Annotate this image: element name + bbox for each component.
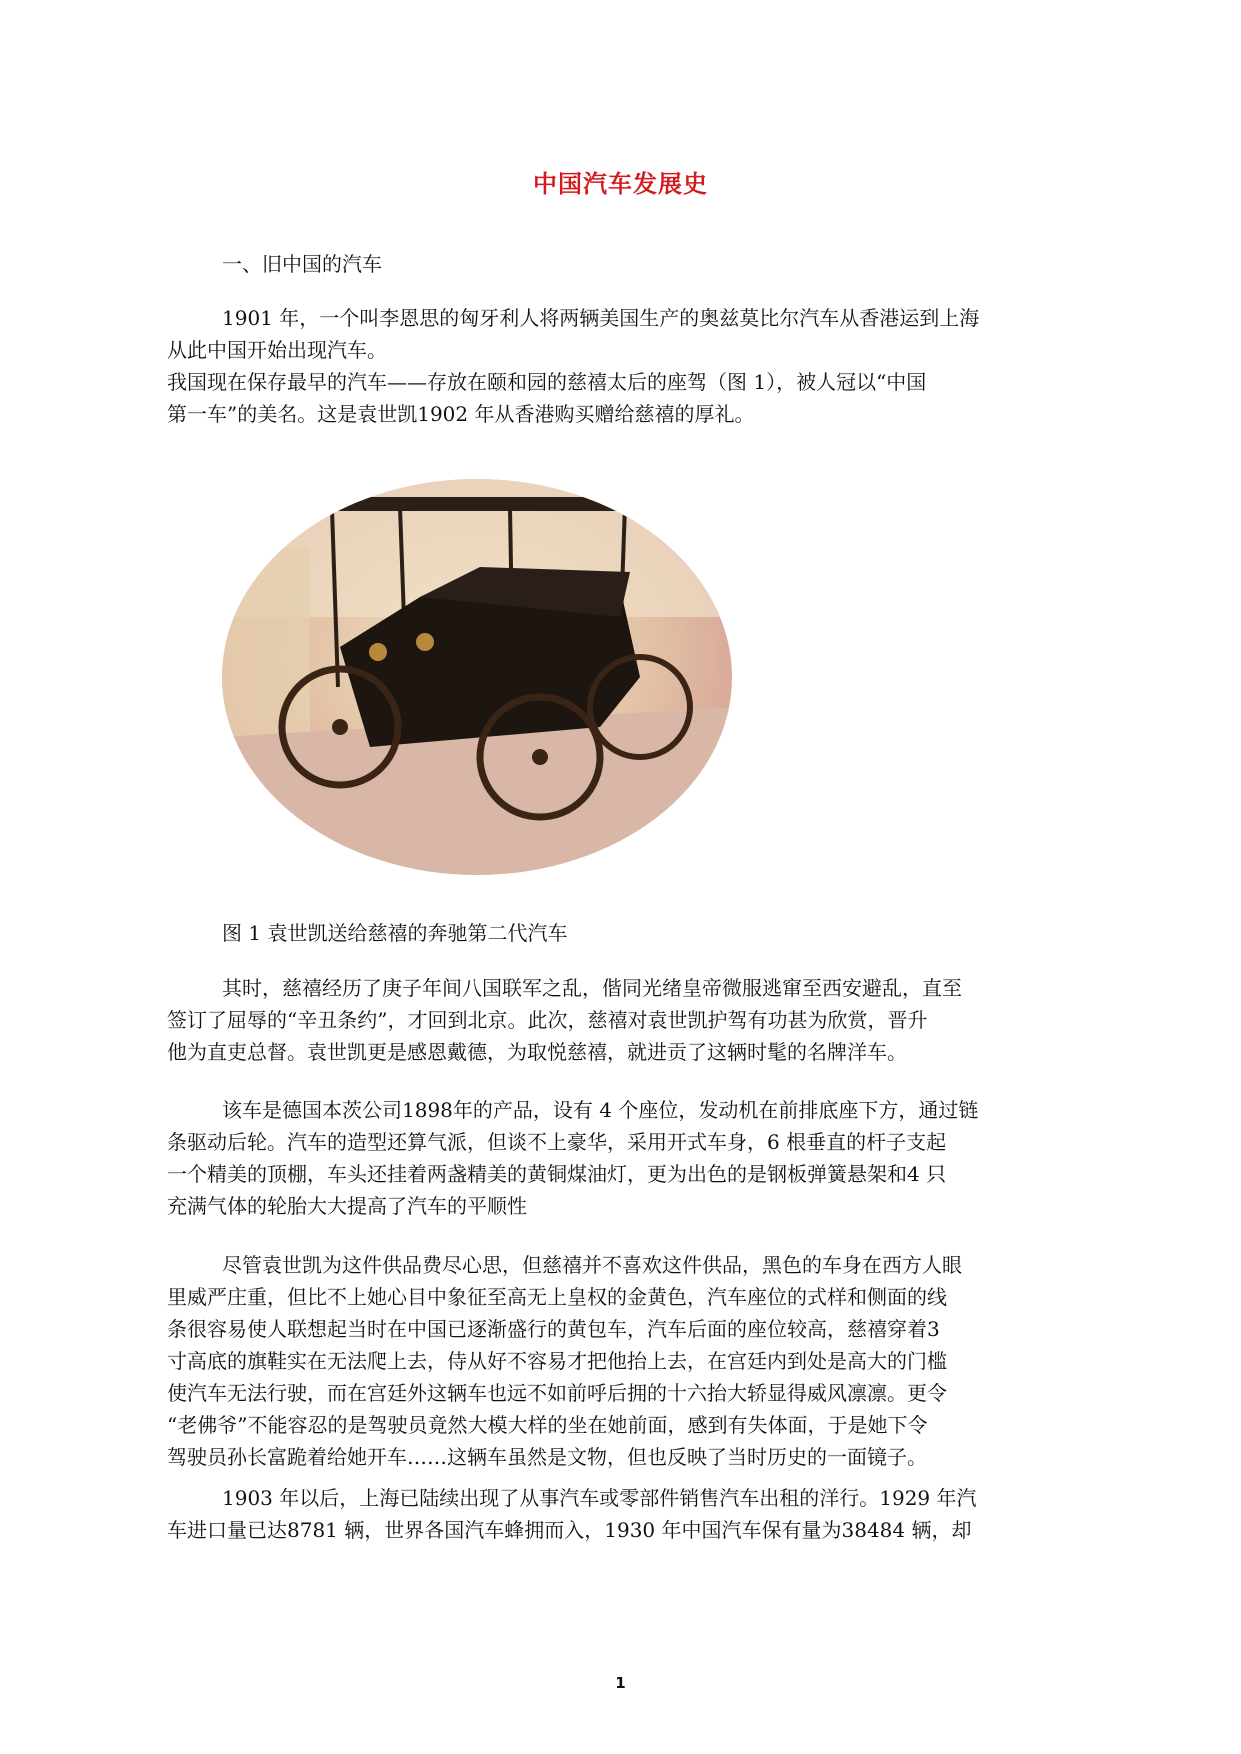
paragraph-line: 该车是德国本茨公司1898年的产品，设有 4 个座位，发动机在前排底座下方，通过链 xyxy=(222,1098,979,1122)
paragraph-line: 寸高底的旗鞋实在无法爬上去，侍从好不容易才把他抬上去，在宫廷内到处是高大的门槛 xyxy=(167,1349,947,1373)
paragraph-line: 第一车”的美名。这是袁世凯1902 年从香港购买赠给慈禧的厚礼。 xyxy=(167,402,755,426)
car-photo xyxy=(220,477,735,877)
paragraph-line: 使汽车无法行驶，而在宫廷外这辆车也远不如前呼后拥的十六抬大轿显得威风凛凛。更令 xyxy=(167,1381,947,1405)
paragraph-line: 1901 年，一个叫李恩思的匈牙利人将两辆美国生产的奥兹莫比尔汽车从香港运到上海 xyxy=(222,306,980,330)
document-title: 中国汽车发展史 xyxy=(533,169,708,198)
paragraph-line: 签订了屈辱的“辛丑条约”，才回到北京。此次，慈禧对袁世凯护驾有功甚为欣赏，晋升 xyxy=(167,1008,928,1032)
paragraph-line: 1903 年以后，上海已陆续出现了从事汽车或零部件销售汽车出租的洋行。1929 年汽 xyxy=(222,1486,977,1510)
page-number: 1 xyxy=(615,1674,626,1692)
paragraph-line: 驾驶员孙长富跪着给她开车……这辆车虽然是文物，但也反映了当时历史的一面镜子。 xyxy=(167,1445,927,1469)
paragraph-line: “老佛爷”不能容忍的是驾驶员竟然大模大样的坐在她前面，感到有失体面，于是她下令 xyxy=(167,1413,928,1437)
paragraph-5 xyxy=(167,1249,1137,1473)
paragraph-line: 里威严庄重，但比不上她心目中象征至高无上皇权的金黄色，汽车座位的式样和侧面的线 xyxy=(167,1285,947,1309)
paragraph-line: 条驱动后轮。汽车的造型还算气派，但谈不上豪华，采用开式车身，6 根垂直的杆子支起 xyxy=(167,1130,947,1154)
paragraph-line: 他为直吏总督。袁世凯更是感恩戴德，为取悦慈禧，就进贡了这辆时髦的名牌洋车。 xyxy=(167,1040,907,1064)
paragraph-line: 充满气体的轮胎大大提高了汽车的平顺性 xyxy=(167,1194,527,1218)
paragraph-line: 尽管袁世凯为这件供品费尽心思，但慈禧并不喜欢这件供品，黑色的车身在西方人眼 xyxy=(222,1253,962,1277)
paragraph-1 xyxy=(167,302,1137,366)
paragraph-line: 其时，慈禧经历了庚子年间八国联军之乱，偕同光绪皇帝微服逃窜至西安避乱，直至 xyxy=(222,976,962,1000)
paragraph-line: 车进口量已达8781 辆，世界各国汽车蜂拥而入，1930 年中国汽车保有量为38484 辆，却 xyxy=(167,1518,972,1542)
paragraph-line: 我国现在保存最早的汽车——存放在颐和园的慈禧太后的座驾（图 1），被人冠以“中国 xyxy=(167,370,927,394)
paragraph-4 xyxy=(167,1094,1137,1222)
paragraph-line: 条很容易使人联想起当时在中国已逐渐盛行的黄包车，汽车后面的座位较高，慈禧穿着3 xyxy=(167,1317,940,1341)
paragraph-3 xyxy=(167,972,1137,1068)
figure-caption: 图 1 袁世凯送给慈禧的奔驰第二代汽车 xyxy=(222,921,568,945)
paragraph-line: 从此中国开始出现汽车。 xyxy=(167,338,387,362)
section-heading: 一、旧中国的汽车 xyxy=(222,252,382,276)
paragraph-line: 一个精美的顶棚，车头还挂着两盏精美的黄铜煤油灯，更为出色的是钢板弹簧悬架和4 只 xyxy=(167,1162,947,1186)
paragraph-6 xyxy=(167,1482,1137,1546)
paragraph-2 xyxy=(167,366,1137,430)
